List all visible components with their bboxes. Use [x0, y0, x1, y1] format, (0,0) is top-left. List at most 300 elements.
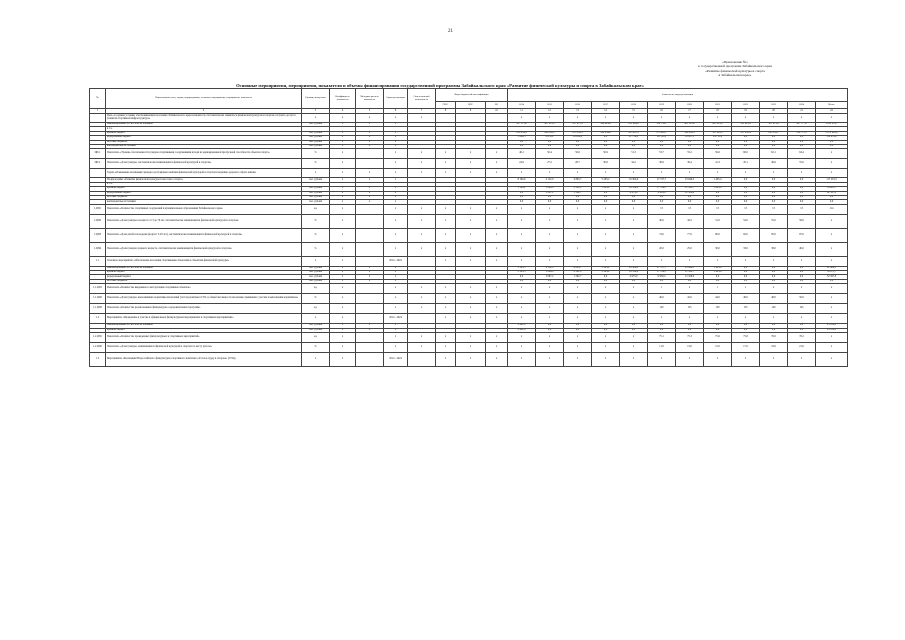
column-number-cell: 17	[676, 109, 704, 114]
cell-year-value: 4 863,7	[564, 178, 592, 182]
cell-year-value: 0,0	[676, 200, 704, 204]
cell-exec: х	[408, 294, 436, 304]
cell-year-value: 0,0	[760, 279, 788, 283]
cell-year-value: 60,0	[732, 149, 760, 159]
cell-year-value: 54,0	[732, 214, 760, 228]
cell-year-value: 27 727,7	[648, 178, 676, 182]
program-table	[89, 88, 848, 367]
cell-year-value: х	[592, 228, 620, 242]
cell-year-value: 5 193,5	[508, 266, 536, 270]
cell-num: 1.2	[90, 314, 106, 324]
cell-exec	[408, 353, 436, 367]
cell-year-value: 0,0	[620, 279, 648, 283]
cell-year-value: 0,0	[564, 328, 592, 332]
cell-year-value: 55,0	[760, 214, 788, 228]
cell-name: Показатель «Уровень обеспеченности граждан спортивными сооружениями исходя из единовременной пропускной способности объектов спорта»	[106, 149, 302, 159]
cell-year-value: 1 669,5	[508, 136, 536, 140]
header-exec: Ответственный исполнитель	[408, 89, 436, 109]
cell-year-value: 5 193,5	[508, 271, 536, 275]
cell-total: 0,0	[816, 144, 848, 148]
cell-year-value: х	[592, 242, 620, 256]
cell-year-value: х	[592, 294, 620, 304]
header-vr: ВР	[486, 102, 508, 109]
cell-term: х	[384, 333, 408, 343]
cell-grbs: х	[436, 294, 456, 304]
cell-year-value: 64,4	[788, 149, 816, 159]
cell-year-value: 40,0	[648, 294, 676, 304]
cell-year-value: 21,0	[788, 343, 816, 353]
cell-year-value: 23 649,3	[676, 178, 704, 182]
cell-term: х	[384, 328, 408, 332]
cell-year-value: х	[508, 333, 536, 343]
cell-unit: тыс. рублей	[302, 324, 330, 328]
cell-year-value: 0,0	[760, 275, 788, 279]
cell-year-value: 0,0	[788, 187, 816, 191]
cell-year-value: 17 769,3	[648, 187, 676, 191]
cell-coef: х	[330, 294, 356, 304]
cell-year-value: 0,0	[760, 271, 788, 275]
cell-exec: х	[408, 114, 436, 123]
cell-year-value: 46,0	[732, 294, 760, 304]
cell-unit: х	[302, 114, 330, 123]
cell-year-value: 0,0	[788, 200, 816, 204]
cell-term: х	[384, 304, 408, 314]
cell-year-value: 0,0	[592, 328, 620, 332]
cell-num: 1.3	[90, 353, 106, 367]
cell-year-value: 0,0	[788, 271, 816, 275]
cell-year-value: 0,0	[704, 140, 732, 144]
cell-coef: х	[330, 275, 356, 279]
cell-method: х	[356, 131, 384, 135]
cell-year-value: х	[620, 333, 648, 343]
cell-method	[356, 159, 384, 169]
cell-year-value: 50,6	[564, 149, 592, 159]
cell-coef: х	[330, 353, 356, 367]
cell-year-value: 17,0	[732, 343, 760, 353]
cell-term: х	[384, 131, 408, 135]
cell-year-value: х	[536, 228, 564, 242]
cell-year-value: х	[564, 333, 592, 343]
cell-year-value: 0,0	[620, 195, 648, 199]
cell-grbs: х	[436, 256, 456, 266]
cell-year-value: х	[564, 353, 592, 367]
cell-year-value: 0,0	[564, 279, 592, 283]
cell-total: 114	[816, 204, 848, 214]
cell-unit: тыс. рублей	[302, 136, 330, 140]
column-number-cell: 9	[456, 109, 486, 114]
cell-year-value: 3 087,2	[536, 275, 564, 279]
cell-year-value: 125	[676, 304, 704, 314]
cell-year-value: 317 632,4	[732, 131, 760, 135]
table-row	[90, 343, 848, 353]
cell-num	[90, 114, 106, 123]
cell-year-value: 0,0	[620, 324, 648, 328]
table-row	[90, 256, 848, 266]
cell-year-value: 0,0	[508, 144, 536, 148]
cell-total: 25 812,0	[816, 324, 848, 328]
cell-year-value: х	[536, 114, 564, 123]
cell-year-value: х	[760, 169, 788, 178]
cell-year-value: 15,0	[704, 343, 732, 353]
cell-name: в т.ч.	[106, 127, 302, 131]
cell-year-value: 0,0	[620, 144, 648, 148]
cell-year-value: 0,0	[536, 324, 564, 328]
table-row	[90, 333, 848, 343]
cell-year-value: 30,0	[704, 242, 732, 256]
cell-coef: х	[330, 228, 356, 242]
cell-kcsr: х	[456, 242, 486, 256]
cell-coef: х	[330, 279, 356, 283]
cell-year-value: х	[592, 256, 620, 266]
cell-year-value: 13	[760, 204, 788, 214]
cell-kcsr: х	[456, 333, 486, 343]
cell-vr: х	[486, 169, 508, 178]
cell-total: 58 871,7	[816, 271, 848, 275]
cell-exec: х	[408, 304, 436, 314]
cell-year-value: 53,7	[648, 149, 676, 159]
cell-unit: тыс. рублей	[302, 195, 330, 199]
cell-grbs	[436, 114, 456, 123]
cell-method: х	[356, 114, 384, 123]
cell-term: х	[384, 284, 408, 294]
cell-year-value: х	[536, 333, 564, 343]
cell-year-value: 0,0	[592, 191, 620, 195]
cell-year-value: х	[732, 314, 760, 324]
table-row	[90, 114, 848, 123]
cell-total: 91 469,5	[816, 266, 848, 270]
cell-unit: тыс. рублей	[302, 131, 330, 135]
cell-term: х	[384, 200, 408, 204]
cell-year-value: 0,0	[732, 271, 760, 275]
cell-year-value: 13	[788, 204, 816, 214]
cell-year-value: 24 711,6	[704, 136, 732, 140]
cell-unit: тыс. рублей	[302, 275, 330, 279]
cell-year-value: 0,0	[788, 195, 816, 199]
cell-year-value: 14 330,9	[620, 271, 648, 275]
cell-method: х	[356, 169, 384, 178]
cell-year-value: 405 301,2	[704, 123, 732, 127]
cell-year-value: 1 064,8	[536, 187, 564, 191]
cell-year-value: х	[676, 256, 704, 266]
cell-kcsr: х	[456, 169, 486, 178]
cell-year-value: х	[508, 242, 536, 256]
cell-year-value: 0,0	[536, 195, 564, 199]
cell-year-value: 4 152,0	[536, 266, 564, 270]
header-year: 2021	[704, 102, 732, 109]
cell-total: 25 812,0	[816, 328, 848, 332]
cell-year-value: х	[508, 314, 536, 324]
cell-year-value: 0,0	[508, 195, 536, 199]
cell-total: х	[816, 314, 848, 324]
table-row	[90, 353, 848, 367]
cell-year-value: 317 673,3	[564, 123, 592, 127]
header-kcsr: ЦСР	[456, 102, 486, 109]
cell-term: х	[384, 242, 408, 256]
column-number-cell: 8	[436, 109, 456, 114]
cell-year-value: х	[508, 169, 536, 178]
cell-year-value: х	[732, 169, 760, 178]
cell-exec	[408, 314, 436, 324]
cell-year-value: х	[592, 114, 620, 123]
cell-year-value: 14 330,9	[620, 187, 648, 191]
appendix-line: «Приложение №1	[722, 60, 748, 64]
cell-year-value: 4 973,9	[620, 275, 648, 279]
header-num: №	[90, 89, 106, 109]
cell-num: 1.1.ЦП2	[90, 294, 106, 304]
cell-vr: х	[486, 159, 508, 169]
cell-year-value: 55,2	[676, 149, 704, 159]
cell-year-value: 62,1	[760, 149, 788, 159]
cell-name: Показатель «Доля граждан, систематически занимающихся физической культурой и спортом»	[106, 159, 302, 169]
cell-year-value: 0,0	[704, 279, 732, 283]
cell-grbs: х	[436, 242, 456, 256]
cell-year-value: 351 621,4	[732, 123, 760, 127]
cell-year-value: х	[704, 314, 732, 324]
cell-year-value: х	[592, 353, 620, 367]
cell-year-value: 75,1	[648, 333, 676, 343]
cell-year-value: х	[620, 242, 648, 256]
cell-year-value: 8 184,9	[508, 178, 536, 182]
cell-year-value: 0,0	[648, 328, 676, 332]
cell-year-value: 2 301,0	[564, 187, 592, 191]
cell-year-value: 9 958,4	[648, 275, 676, 279]
cell-kcsr: х	[456, 343, 486, 353]
cell-unit: ед.	[302, 333, 330, 343]
cell-year-value: 0,0	[788, 279, 816, 283]
cell-year-value: х	[564, 284, 592, 294]
header-budget-group: Коды бюджетной классификации	[436, 89, 508, 102]
cell-year-value: 367 777,0	[788, 123, 816, 127]
column-number-cell: 2	[106, 109, 302, 114]
cell-grbs: х	[436, 204, 456, 214]
cell-year-value: 0,0	[564, 324, 592, 328]
cell-total: х	[816, 353, 848, 367]
header-year: 2022	[732, 102, 760, 109]
cell-coef: х	[330, 284, 356, 294]
cell-year-value: 4 863,7	[564, 266, 592, 270]
cell-term: х	[384, 275, 408, 279]
cell-coef: х	[330, 169, 356, 178]
cell-year-value: 0,0	[648, 144, 676, 148]
cell-total: х	[816, 284, 848, 294]
cell-year-value: 0,0	[564, 140, 592, 144]
cell-year-value: 0,0	[564, 200, 592, 204]
cell-year-value: х	[592, 284, 620, 294]
cell-year-value: 0,0	[760, 178, 788, 182]
cell-year-value: 0,0	[788, 275, 816, 279]
cell-vr: х	[486, 228, 508, 242]
cell-coef: х	[330, 131, 356, 135]
cell-year-value: 0,0	[760, 324, 788, 328]
cell-total: 0,0	[816, 279, 848, 283]
cell-name: Основное мероприятие «Обеспечение населения спортивными объектами и объектами физической культуры»	[106, 256, 302, 266]
cell-exec: х	[408, 169, 436, 178]
cell-unit: х	[302, 169, 330, 178]
cell-method	[356, 294, 384, 304]
cell-name: Показатель «Количество введенных в эксплуатацию спортивных объектов»	[106, 284, 302, 294]
cell-vr: х	[486, 284, 508, 294]
cell-method: х	[356, 328, 384, 332]
cell-total: х	[816, 333, 848, 343]
cell-total: 117 281,5	[816, 178, 848, 182]
cell-unit: тыс. рублей	[302, 187, 330, 191]
cell-year-value: 0,0	[704, 191, 732, 195]
cell-year-value: х	[592, 214, 620, 228]
cell-year-value: х	[704, 256, 732, 266]
cell-method: х	[356, 266, 384, 270]
cell-year-value: 40,0	[648, 214, 676, 228]
cell-year-value: х	[564, 294, 592, 304]
cell-term: 2014 - 2024	[384, 353, 408, 367]
cell-year-value: х	[564, 242, 592, 256]
cell-year-value: 0,0	[648, 200, 676, 204]
cell-name: федеральный бюджет	[106, 275, 302, 279]
cell-num: ЦП.1	[90, 149, 106, 159]
cell-total: х	[816, 149, 848, 159]
cell-grbs: х	[436, 333, 456, 343]
cell-term: х	[384, 136, 408, 140]
cell-term: х	[384, 266, 408, 270]
cell-term: х	[384, 324, 408, 328]
cell-year-value: 5 293,2	[592, 178, 620, 182]
header-year: 2019	[648, 102, 676, 109]
cell-method	[356, 314, 384, 324]
cell-kcsr: х	[456, 256, 486, 266]
cell-total: 62 597,8	[816, 191, 848, 195]
appendix-line: в Забайкальском крае»	[718, 72, 752, 77]
cell-year-value: 49,6	[760, 159, 788, 169]
header-year: 2023	[760, 102, 788, 109]
cell-name: Показатель «Количество реализованных физкультурно-оздоровительных программ»	[106, 304, 302, 314]
header-year: 2024	[788, 102, 816, 109]
cell-unit: тыс. рублей	[302, 200, 330, 204]
cell-year-value: х	[648, 169, 676, 178]
cell-vr: х	[486, 149, 508, 159]
cell-kcsr: х	[456, 149, 486, 159]
cell-year-value: х	[592, 169, 620, 178]
cell-term: х	[384, 271, 408, 275]
cell-method	[356, 204, 384, 214]
cell-year-value: 74,0	[648, 228, 676, 242]
cell-unit: тыс. рублей	[302, 144, 330, 148]
cell-year-value: 2	[676, 284, 704, 294]
cell-year-value: 0,0	[620, 140, 648, 144]
cell-year-value: х	[760, 353, 788, 367]
table-row	[90, 242, 848, 256]
cell-year-value: х	[620, 343, 648, 353]
cell-year-value: х	[760, 114, 788, 123]
cell-coef: х	[330, 140, 356, 144]
cell-coef: х	[330, 242, 356, 256]
cell-name: Показатель «Доля граждан, занимающихся физической культурой и спортом по месту работы»	[106, 343, 302, 353]
cell-year-value: 0,0	[732, 191, 760, 195]
cell-year-value: х	[648, 353, 676, 367]
cell-exec: х	[408, 149, 436, 159]
cell-year-value: х	[788, 353, 816, 367]
cell-year-value: 56,6	[704, 149, 732, 159]
cell-year-value: 36,9	[648, 159, 676, 169]
column-number-cell: 4	[330, 109, 356, 114]
cell-year-value: х	[536, 284, 564, 294]
cell-year-value: 0,0	[732, 328, 760, 332]
cell-year-value: 16 282,8	[564, 136, 592, 140]
cell-year-value: 42,0	[676, 294, 704, 304]
cell-num: ЦП.2	[90, 159, 106, 169]
cell-coef: х	[330, 266, 356, 270]
cell-term: х	[384, 144, 408, 148]
cell-year-value: 5 293,2	[592, 271, 620, 275]
header-values-group: Значения по годам реализации	[508, 89, 848, 102]
cell-unit: %	[302, 159, 330, 169]
cell-year-value: 19 304,8	[620, 266, 648, 270]
cell-year-value: 76,2	[788, 333, 816, 343]
cell-name: Финансирование за счет всех источников	[106, 266, 302, 270]
cell-year-value: 75,8	[732, 333, 760, 343]
header-year: 2015	[536, 102, 564, 109]
cell-total: х	[816, 256, 848, 266]
cell-method: х	[356, 324, 384, 328]
header-year: 2020	[676, 102, 704, 109]
cell-year-value: 1 064,8	[536, 271, 564, 275]
cell-year-value: х	[732, 256, 760, 266]
cell-year-value: 26 335,8	[648, 136, 676, 140]
cell-year-value: х	[564, 343, 592, 353]
cell-name: Мероприятие «Проведение и участие в официальных физкультурных мероприятиях и спортивных мероприятиях»	[106, 314, 302, 324]
cell-unit: ед.	[302, 304, 330, 314]
cell-year-value: х	[620, 294, 648, 304]
cell-kcsr: х	[456, 214, 486, 228]
cell-term: х	[384, 279, 408, 283]
cell-vr: х	[486, 353, 508, 367]
cell-name: Подпрограмма «Развитие физической культуры и массового спорта»	[106, 178, 302, 182]
cell-unit: тыс. рублей	[302, 266, 330, 270]
cell-year-value: х	[536, 314, 564, 324]
cell-year-value: 0,0	[732, 187, 760, 191]
cell-year-value: 1 405,4	[704, 271, 732, 275]
cell-year-value: 0,0	[732, 200, 760, 204]
cell-year-value: 20,0	[648, 242, 676, 256]
cell-vr: х	[486, 204, 508, 214]
cell-year-value: 24,9	[508, 159, 536, 169]
cell-year-value: 1 198,2	[508, 187, 536, 191]
cell-year-value: 77,0	[676, 228, 704, 242]
cell-kcsr: х	[456, 204, 486, 214]
cell-coef: х	[330, 187, 356, 191]
cell-total: х	[816, 169, 848, 178]
cell-year-value: 82,0	[732, 228, 760, 242]
cell-year-value: 0,0	[592, 279, 620, 283]
cell-year-value: 327 093,3	[704, 131, 732, 135]
cell-year-value: 55,0	[788, 159, 816, 169]
cell-year-value: 1	[704, 284, 732, 294]
cell-year-value: 50,4	[536, 149, 564, 159]
cell-total: х	[816, 294, 848, 304]
cell-year-value: х	[564, 256, 592, 266]
cell-year-value: х	[536, 343, 564, 353]
cell-term: х	[384, 187, 408, 191]
cell-year-value: 12 328,6	[676, 275, 704, 279]
cell-year-value: 293 339,7	[760, 131, 788, 135]
column-number-cell: 3	[302, 109, 330, 114]
cell-term: 2014 - 2024	[384, 314, 408, 324]
cell-year-value: 0,0	[676, 195, 704, 199]
cell-method	[356, 149, 384, 159]
cell-term: х	[384, 214, 408, 228]
cell-name: местные бюджеты	[106, 140, 302, 144]
column-number-cell: 7	[408, 109, 436, 114]
cell-year-value: х	[564, 304, 592, 314]
cell-year-value: 0,0	[536, 328, 564, 332]
